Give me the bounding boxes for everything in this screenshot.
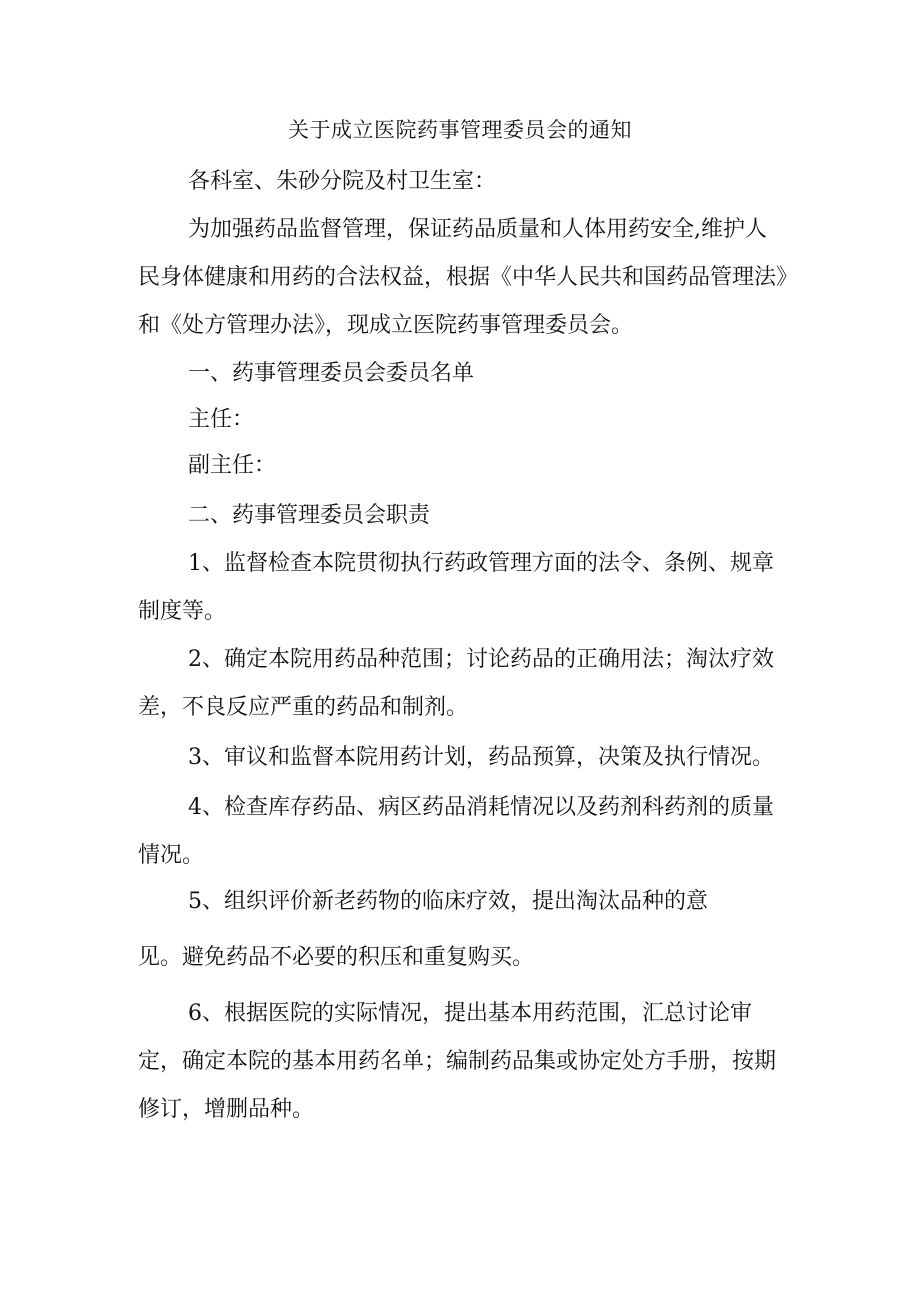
duty-item-6: 6、根据医院的实际情况，提出基本用药范围，汇总讨论审定，确定本院的基本用药名单；编制药品集或协定处方手册，按期修订，增删品种。	[138, 1001, 777, 1122]
duty-item-2: 2、确定本院用药品种范围；讨论药品的正确用法；淘汰疗效差，不良反应严重的药品和制剂。	[138, 647, 774, 720]
deputy-director-label: 副主任：	[188, 453, 277, 478]
section-heading-duties: 二、药事管理委员会职责	[188, 503, 431, 528]
salutation: 各科室、朱砂分院及村卫生室：	[188, 169, 497, 194]
duty-item-5-line-1: 5、组织评价新老药物的临床疗效，提出淘汰品种的意	[188, 889, 708, 914]
document-title: 关于成立医院药事管理委员会的通知	[288, 118, 632, 142]
duty-item-3: 3、审议和监督本院用药计划，药品预算，决策及执行情况。	[188, 745, 774, 770]
director-label: 主任：	[188, 407, 255, 432]
intro-paragraph: 为加强药品监督管理，保证药品质量和人体用药安全,维护人民身体健康和用药的合法权益，根据《中华人民共和国药品管理法》和《处方管理办法》，现成立医院药事管理委员会。	[138, 217, 788, 338]
section-heading-members: 一、药事管理委员会委员名单	[188, 361, 475, 386]
duty-item-5-line-2: 见。避免药品不必要的积压和重复购买。	[138, 945, 535, 970]
duty-item-1: 1、监督检查本院贯彻执行药政管理方面的法令、条例、规章制度等。	[138, 551, 774, 624]
duty-item-4: 4、检查库存药品、病区药品消耗情况以及药剂科药剂的质量情况。	[138, 795, 774, 868]
